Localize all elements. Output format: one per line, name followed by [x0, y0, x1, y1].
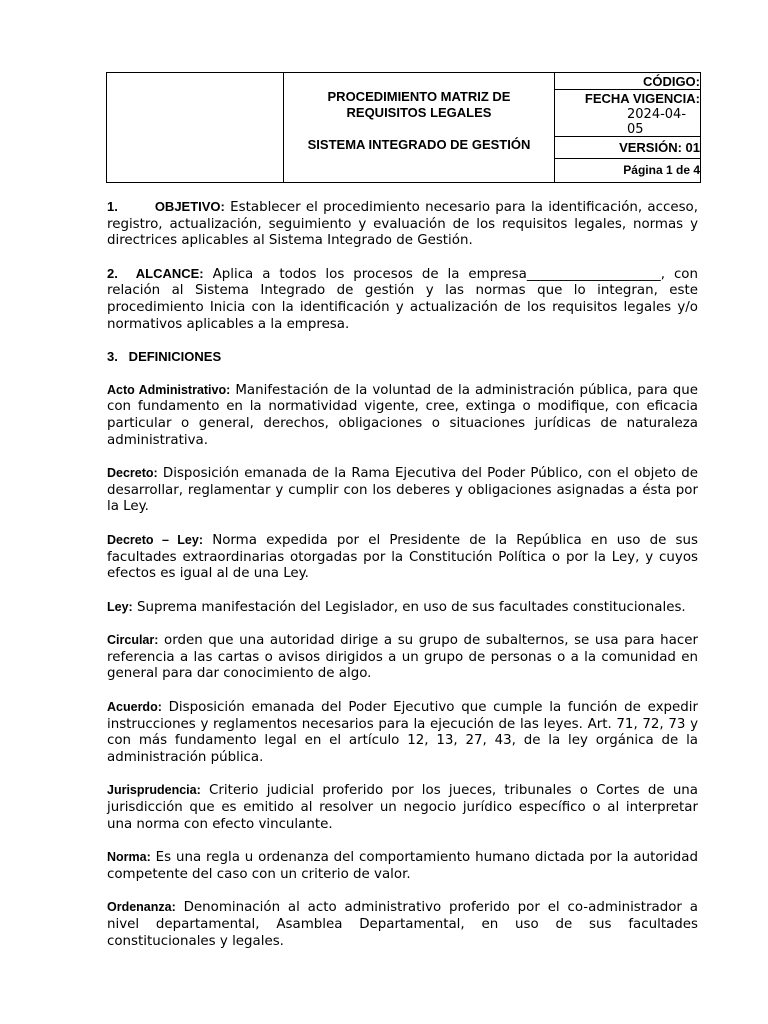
alcance-text: Aplica a todos los procesos de la empresa____________________, con relación al Sistema Integrado de gestión y las normas que lo integran, este procedimiento Inicia con la identificación y actualización de los requisitos legales y/o normativos aplicables a la empresa. — [107, 266, 698, 332]
fecha-vigencia-value: 2024-04-05 — [627, 107, 687, 137]
objetivo-label: OBJETIVO: — [154, 199, 225, 214]
definition-text: Disposición emanada de la Rama Ejecutiva del Poder Público, con el objeto de desarrollar, reglamentar y cumplir con los deberes y obligaciones asignadas a ésta por la Ley. — [107, 466, 698, 515]
objetivo-text: Establecer el procedimiento necesario para la identificación, acceso, registro, actualización, seguimiento y evaluación de los requisitos legales, normas y directrices aplicables al Sistema Integrado de Gestión. — [107, 200, 699, 249]
definition-text: Manifestación de la voluntad de la administración pública, para que con fundamento en la normatividad vigente, cree, extinga o modifique, con eficacia particular o general, derechos, obligaciones o situaciones jurídicas de naturaleza administrativa. — [107, 382, 698, 448]
definition-term: Acuerdo: — [107, 700, 162, 715]
definition-item — [107, 782, 698, 833]
definition-text: Disposición emanada del Poder Ejecutivo que cumple la función de expedir instrucciones y reglamentos necesarios para la ejecución de las leyes. Art. 71, 72, 73 y con más fundamento legal en el artículo 12, 13, 27, 43, de la ley orgánica de la administración pública. — [107, 700, 698, 765]
header-title-block — [284, 73, 555, 183]
header-title-line1: PROCEDIMIENTO MATRIZ DE — [327, 89, 511, 104]
header-title-line2: REQUISITOS LEGALES — [346, 105, 492, 120]
definition-item — [107, 599, 698, 617]
definition-text: orden que una autoridad dirige a su grupo de subalternos, se usa para hacer referencia a las cartas o avisos dirigidos a un grupo de personas o a la comunidad en general para dar conocimiento de algo. — [107, 633, 698, 682]
document-header — [106, 72, 701, 183]
definition-term: Decreto – Ley: — [107, 532, 203, 547]
definiciones-heading: 3. DEFINICIONES — [107, 349, 222, 365]
logo-placeholder — [107, 73, 284, 183]
header-meta — [555, 73, 701, 183]
definition-item — [107, 632, 698, 683]
definition-term: Acto Administrativo: — [107, 382, 231, 397]
header-subtitle: SISTEMA INTEGRADO DE GESTIÓN — [307, 137, 531, 152]
definition-term: Jurisprudencia: — [107, 783, 201, 798]
alcance-label: ALCANCE: — [135, 265, 204, 281]
definition-text: Norma expedida por el Presidente de la República en uso de sus facultades extraordinarias otorgadas por la Constitución Política o por la Ley, y cuyos efectos es igual al de una Ley. — [107, 532, 698, 582]
definition-text: Es una regla u ordenanza del comportamiento humano dictada por la autoridad competente del caso con un criterio de valor. — [107, 850, 698, 882]
definition-term: Norma: — [107, 850, 151, 865]
definition-term: Ordenanza: — [107, 900, 176, 915]
alcance-section — [107, 266, 698, 333]
definition-text: Suprema manifestación del Legislador, en uso de sus facultades constitucionales. — [136, 599, 686, 615]
version-label: VERSIÓN: 01 — [555, 137, 700, 159]
definition-text: Denominación al acto administrativo proferido por el co-administrador a nivel departamental, Asamblea Departamental, en uso de sus facultades constitucionales y legales. — [107, 900, 698, 949]
objetivo-section — [107, 199, 698, 250]
codigo-label: CÓDIGO: — [555, 73, 700, 90]
definition-term: Circular: — [107, 633, 159, 648]
alcance-number: 2. — [107, 265, 118, 281]
fecha-vigencia-label: FECHA VIGENCIA: — [584, 91, 700, 106]
definition-item — [107, 532, 698, 583]
definition-item — [107, 382, 698, 449]
page-number: Página 1 de 4 — [623, 163, 700, 177]
objetivo-number: 1. — [107, 199, 118, 214]
definition-item — [107, 699, 698, 766]
definition-text: Criterio judicial proferido por los jueces, tribunales o Cortes de una jurisdicción que es emitido al resolver un negocio jurídico específico o al interpretar una norma con efecto vinculante. — [107, 783, 698, 832]
definition-item — [107, 899, 698, 950]
definition-term: Decreto: — [107, 466, 158, 481]
definition-item — [107, 465, 698, 516]
definition-item — [107, 849, 698, 883]
definition-term: Ley: — [107, 599, 133, 614]
document-body — [107, 199, 698, 966]
fecha-vigencia-block — [555, 90, 700, 137]
